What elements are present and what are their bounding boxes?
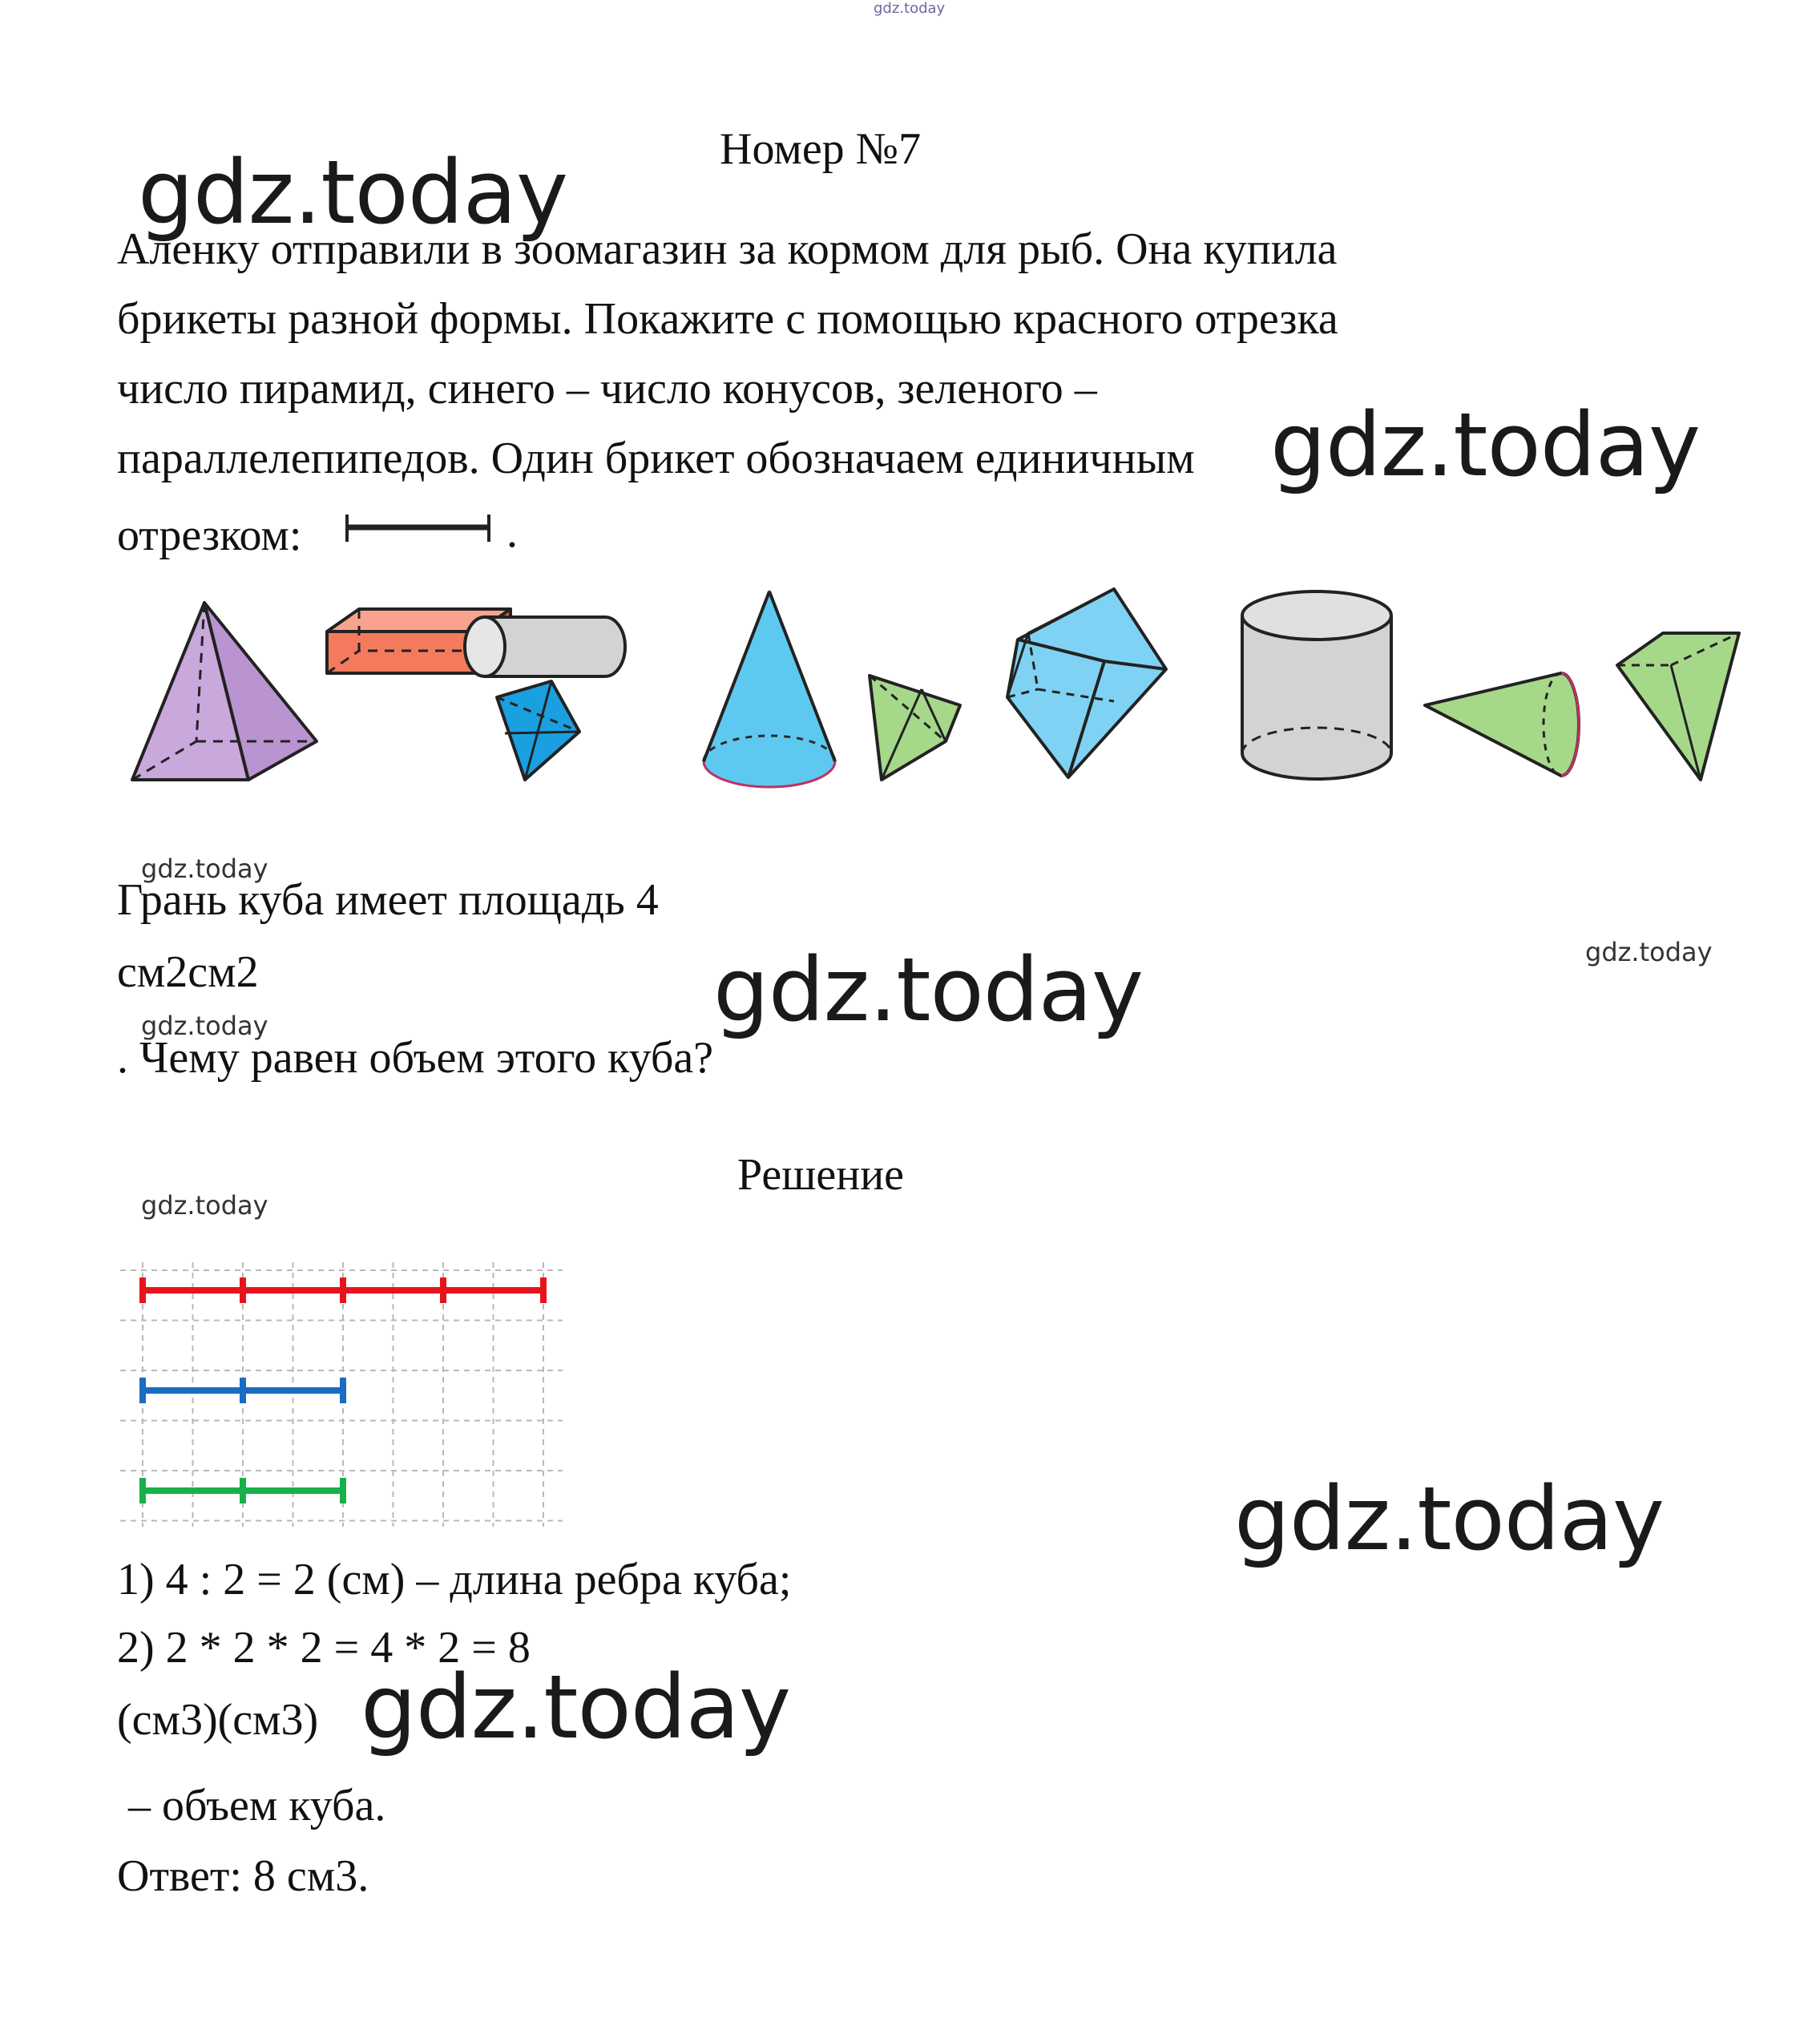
watermark-small-3: gdz.today bbox=[1585, 937, 1713, 967]
task-line-5: отрезком: bbox=[117, 511, 302, 560]
shapes-illustration bbox=[120, 585, 1747, 801]
watermark-top: gdz.today bbox=[874, 0, 946, 17]
page-title: Номер №7 bbox=[720, 124, 922, 174]
watermark-large-5: gdz.today bbox=[361, 1656, 791, 1758]
solution-title: Решение bbox=[737, 1150, 905, 1200]
watermark-large-2: gdz.today bbox=[1270, 394, 1701, 496]
unit-segment bbox=[345, 510, 521, 550]
small-cylinder-shape bbox=[465, 617, 625, 676]
question-line-2: см2см2 bbox=[117, 947, 259, 997]
watermark-small-4: gdz.today bbox=[141, 1190, 268, 1221]
task-line-2: брикеты разной формы. Покажите с помощью красного отрезка bbox=[117, 294, 1338, 344]
pyramid-shape bbox=[132, 603, 317, 780]
large-cylinder-shape bbox=[1242, 591, 1391, 779]
solution-step-2-units: (см3)(см3) bbox=[117, 1695, 319, 1745]
solution-step-1: 1) 4 : 2 = 2 (см) – длина ребра куба; bbox=[117, 1555, 792, 1604]
task-line-1: Аленку отправили в зоомагазин за кормом для рыб. Она купила bbox=[117, 224, 1338, 274]
cone-shape bbox=[704, 591, 835, 787]
segment-grid bbox=[120, 1262, 569, 1543]
task-line-4: параллелепипедов. Один брикет обозначаем единичным bbox=[117, 434, 1195, 483]
green-tetrahedron-shape bbox=[870, 676, 960, 780]
solution-step-2: 2) 2 * 2 * 2 = 4 * 2 = 8 bbox=[117, 1623, 531, 1673]
lying-cone-shape bbox=[1425, 673, 1579, 776]
question-line-3: . Чему равен объем этого куба? bbox=[117, 1033, 714, 1083]
unit-period: . bbox=[506, 507, 518, 557]
question-line-1: Грань куба имеет площадь 4 bbox=[117, 875, 659, 925]
watermark-small-2: gdz.today bbox=[141, 1011, 268, 1041]
watermark-large-3: gdz.today bbox=[713, 938, 1144, 1041]
task-line-3: число пирамид, синего – число конусов, зеленого – bbox=[117, 364, 1097, 414]
solution-step-2-tail: – объем куба. bbox=[128, 1781, 386, 1830]
watermark-large-4: gdz.today bbox=[1234, 1467, 1665, 1570]
inverted-tetrahedron-shape bbox=[1617, 633, 1739, 780]
answer: Ответ: 8 см3. bbox=[117, 1851, 369, 1901]
small-tetrahedron-shape bbox=[497, 681, 579, 780]
watermark-large-1: gdz.today bbox=[138, 141, 568, 244]
cube-shape bbox=[1007, 589, 1166, 777]
watermark-small-1: gdz.today bbox=[141, 854, 268, 884]
